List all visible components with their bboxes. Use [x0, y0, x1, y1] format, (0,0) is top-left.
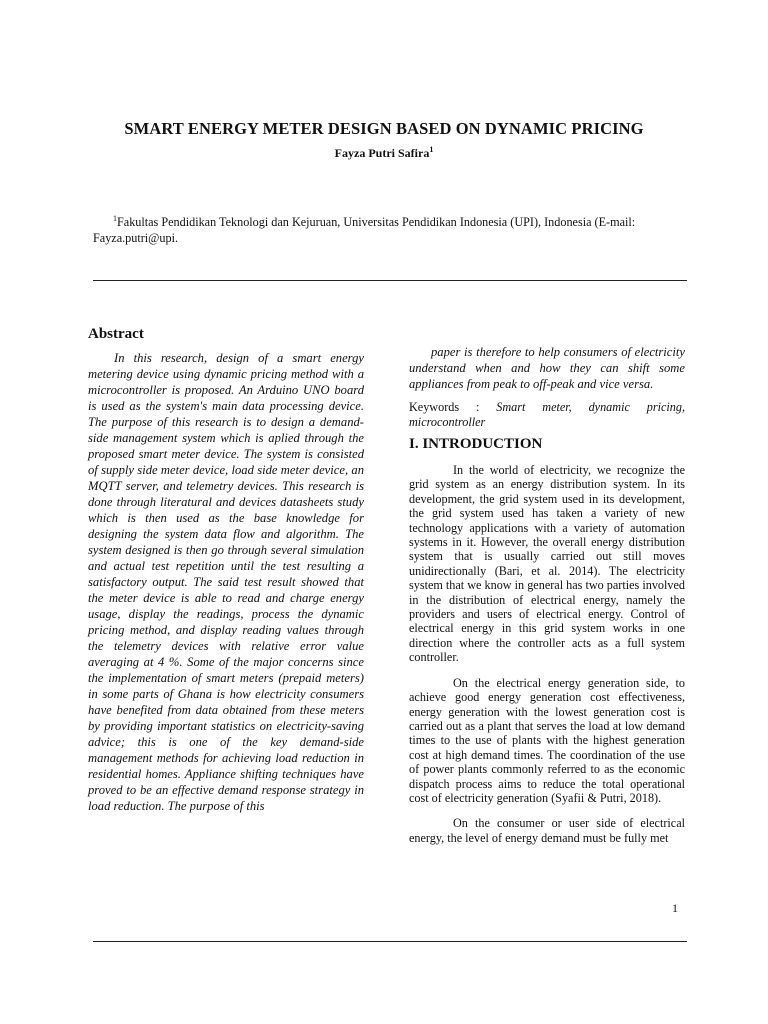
author-name: Fayza Putri Safira — [334, 146, 430, 160]
affiliation-text: Fakultas Pendidikan Teknologi dan Kejuruan, Universitas Pendidikan Indonesia (UPI), Indonesia (E-mail: Fayza.putri@upi. — [93, 215, 636, 245]
footer-divider — [93, 941, 687, 942]
keywords-terms: Smart meter, dynamic pricing, microcontroller — [409, 400, 686, 429]
author-affiliation-marker: 1 — [429, 145, 434, 154]
intro-paragraph-1: In the world of electricity, we recognize the grid system as an energy distribution system. In its development, the grid system used in its development, the grid system used has taken a variety of new technology applications with a variety of automation systems in it. However, the overall energy distribution system that is usually carried out still moves unidirectionally (Bari, et al. 2014). The electricity system that we know in general has two parties involved in the distribution of electrical energy, namely the providers and users of electrical energy. Control of electrical energy in this grid system works in one direction where the controller acts as a full system controller. — [409, 463, 685, 665]
abstract-heading: Abstract — [88, 326, 144, 342]
affiliation — [93, 214, 663, 246]
abstract-continuation: paper is therefore to help consumers of electricity understand when and how they can shift some appliances from peak to off-peak and vice versa. — [409, 345, 685, 391]
intro-paragraph-2: On the electrical energy generation side, to achieve good energy generation cost effectiveness, energy generation with the lowest generation cost is carried out as a plant that serves the load at low demand times to the use of plants with the highest generation cost at high demand times. The coordination of the use of power plants commonly referred to as the economic dispatch process aims to reduce the total operational cost of electricity generation (Syafii & Putri, 2018). — [409, 675, 685, 805]
keywords-label: Keywords : — [409, 400, 480, 414]
keywords — [409, 400, 685, 430]
affiliation-marker: 1 — [113, 213, 117, 223]
page-number: 1 — [672, 901, 678, 915]
introduction-heading: I. INTRODUCTION — [409, 436, 543, 452]
abstract-text: In this research, design of a smart energy metering device using dynamic pricing method with a microcontroller is proposed. An Arduino UNO board is used as the system's main data processing device. The purpose of this research is to design a demand-side management system which is aplied through the proposed smart meter device. The system is consisted of supply side meter device, load side meter device, an MQTT server, and telemetry devices. This research is done through literatural and devices datasheets study which is then used as the base knowledge for designing the system data flow and algorithm. The system designed is then go through several simulation and actual test repetition until the test resulting a satisfactory output. The said test result showed that the meter device is able to read and charge energy usage, display the readings, process the dynamic pricing method, and display reading values through the telemetry devices with relative error value averaging at 4 %. Some of the major concerns since the implementation of smart meters (prepaid meters) in some parts of Ghana is how electricity consumers have benefited from data obtained from these meters by providing important statistics on electricity-saving advice; this is one of the key demand-side management methods for achieving load reduction in residential homes. Appliance shifting techniques have proved to be an effective demand response strategy in load reduction. The purpose of this — [88, 351, 364, 813]
paper-title: SMART ENERGY METER DESIGN BASED ON DYNAMIC PRICING — [124, 119, 644, 138]
intro-paragraph-3: On the consumer or user side of electrical energy, the level of energy demand must be fully met — [409, 816, 685, 845]
author-line — [0, 146, 768, 161]
header-divider — [93, 280, 687, 281]
left-column — [88, 326, 364, 814]
right-column — [409, 344, 685, 856]
